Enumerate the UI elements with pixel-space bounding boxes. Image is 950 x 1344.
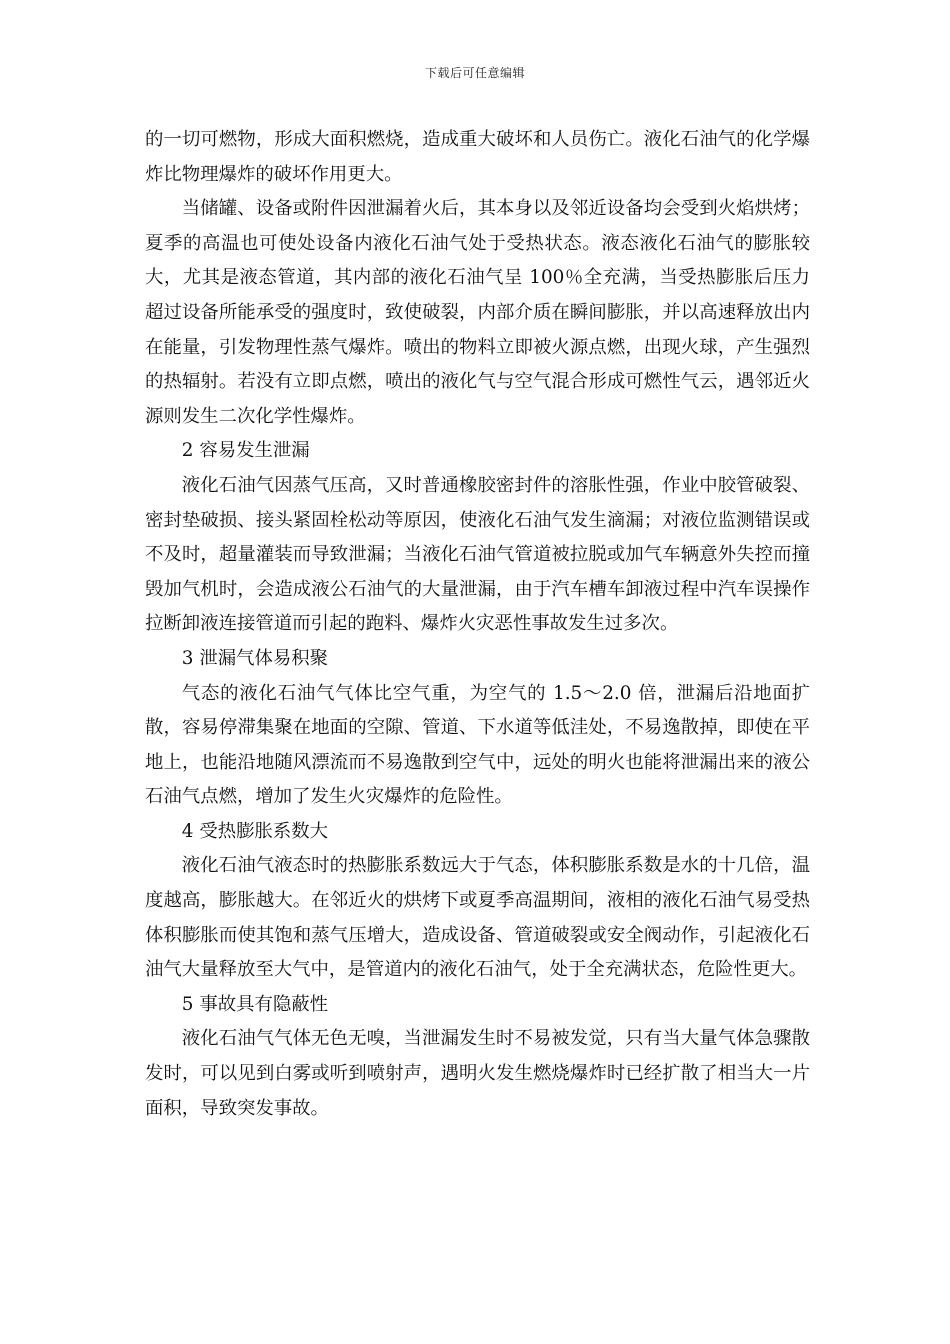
page-header: 下载后可任意编辑 — [424, 66, 525, 80]
section-heading: 2 容易发生泄漏 — [181, 440, 310, 462]
section-heading: 4 受热膨胀系数大 — [181, 820, 329, 842]
paragraph-body: 气态的液化石油气气体比空气重，为空气的 1.5～2.0 倍，泄漏后沿地面扩散，容易停滞集聚在地面的空隙、管道、下水道等低洼处，不易逸散掉，即使在平地上，也能沿地随风漂流而不易逸散到空气中，远处的明火也能将泄漏出来的液公石油气点燃，增加了发生火灾爆炸的危险性。 — [145, 682, 810, 808]
paragraph-body: 当储罐、设备或附件因泄漏着火后，其本身以及邻近设备均会受到火焰烘烤；夏季的高温也可使处设备内液化石油气处于受热状态。液态液化石油气的膨胀较大，尤其是液态管道，其内部的液化石油气呈 100％全充满，当受热膨胀后压力超过设备所能承受的强度时，致使破裂，内部介质在瞬间膨胀，并以高速释放出内在能量，引发物理性蒸气爆炸。喷出的物料立即被火源点燃，出现火球，产生强烈的热辐射。若没有立即点燃，喷出的液化气与空气混合形成可燃性气云，遇邻近火源则发生二次化学性爆炸。 — [145, 198, 810, 427]
paragraph-body: 液化石油气气体无色无嗅，当泄漏发生时不易被发觉，只有当大量气体急骤散发时，可以见到白雾或听到喷射声，遇明火发生燃烧爆炸时已经扩散了相当大一片面积，导致突发事故。 — [145, 1028, 810, 1119]
paragraph-body: 液化石油气液态时的热膨胀系数远大于气态，体积膨胀系数是水的十几倍，温度越高，膨胀越大。在邻近火的烘烤下或夏季高温期间，液相的液化石油气易受热体积膨胀而使其饱和蒸气压增大，造成设备、管道破裂或安全阀动作，引起液化石油气大量释放至大气中，是管道内的液化石油气，处于全充满状态，危险性更大。 — [145, 855, 810, 981]
paragraph-body: 液化石油气因蒸气压高，又时普通橡胶密封件的溶胀性强，作业中胶管破裂、密封垫破损、接头紧固栓松动等原因，使液化石油气发生滴漏；对液位监测错误或不及时，超量灌装而导致泄漏；当液化石油气管道被拉脱或加气车辆意外失控而撞毁加气机时，会造成液公石油气的大量泄漏，由于汽车槽车卸液过程中汽车误操作拉断卸液连接管道而引起的跑料、爆炸火灾恶性事故发生过多次。 — [145, 474, 810, 635]
document-body — [145, 123, 810, 1126]
section-heading: 3 泄漏气体易积聚 — [181, 647, 329, 669]
paragraph-continuation: 的一切可燃物，形成大面积燃烧，造成重大破坏和人员伤亡。液化石油气的化学爆炸比物理爆炸的破坏作用更大。 — [145, 129, 810, 185]
section-heading: 5 事故具有隐蔽性 — [181, 993, 329, 1015]
